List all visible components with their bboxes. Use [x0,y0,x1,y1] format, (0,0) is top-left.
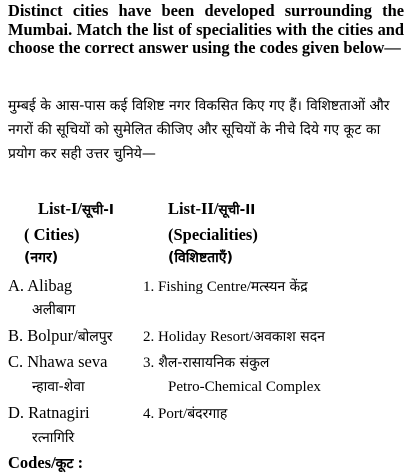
city-b: B. Bolpur/बोलपुर [8,326,113,345]
question-english: Distinct cities have been developed surrounding the Mumbai. Match the list of specialities with the cities and choose the correct answer using the codes given below— [8,1,404,57]
city-c-hindi: न्हावा-शेवा [32,379,85,395]
city-a: A. Alibag [8,276,73,295]
speciality-4: 4. Port/बंदरगाह [143,406,228,422]
codes-label: Codes/कूट : [8,453,84,472]
city-d: D. Ratnagiri [8,403,90,422]
speciality-2: 2. Holiday Resort/अवकाश सदन [143,329,325,345]
list2-subtitle-hindi: (विशिष्टताएँ) [168,250,233,266]
city-c: C. Nhawa seva [8,352,108,371]
question-hindi: मुम्बई के आस-पास कई विशिष्ट नगर विकसित किए गए हैं। विशिष्टताओं और नगरों की सूचियों को सुमेलित कीजिए और सूचियों के नीचे दिये गए कूट का प्रयोग कर सही उत्तर चुनिये— [8,98,390,162]
list1-title: List-I/सूची-I [38,199,114,218]
speciality-3-english: Petro-Chemical Complex [168,379,321,395]
speciality-3: 3. शैल-रासायनिक संकुल [143,355,270,371]
city-d-hindi: रत्नागिरि [32,430,75,446]
list2-title: List-II/सूची-II [168,199,256,218]
speciality-1: 1. Fishing Centre/मत्स्यन केंद्र [143,279,308,295]
list1-subtitle: ( Cities) [24,225,80,244]
list1-subtitle-hindi: (नगर) [24,250,59,266]
list2-subtitle: (Specialities) [168,225,258,244]
city-a-hindi: अलीबाग [32,302,76,318]
